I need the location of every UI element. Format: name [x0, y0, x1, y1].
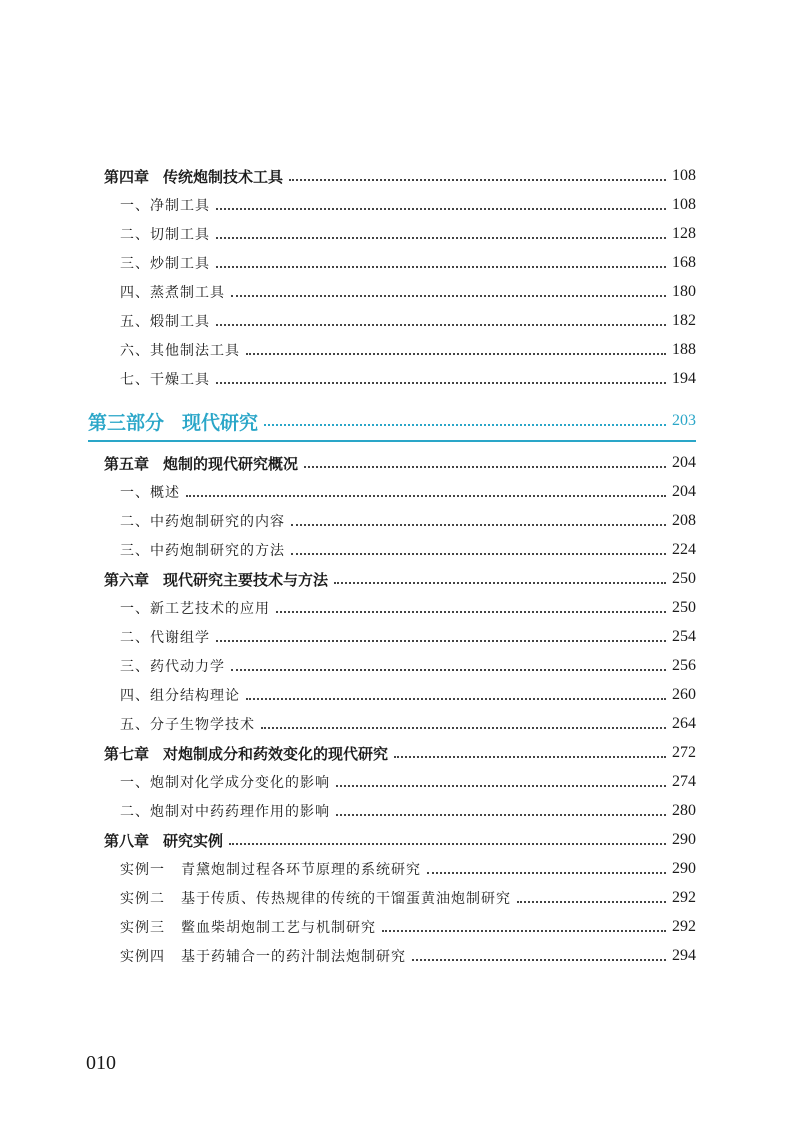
page-number: 292 — [672, 918, 696, 935]
dot-leader — [216, 207, 666, 210]
dot-leader — [229, 842, 666, 845]
toc-item[interactable] — [120, 712, 696, 736]
item-label: 三、药代动力学 — [120, 659, 225, 675]
page-number: 203 — [672, 412, 696, 429]
toc-part-3[interactable] — [88, 407, 696, 435]
toc-item[interactable] — [120, 799, 696, 823]
item-label: 六、其他制法工具 — [120, 343, 240, 359]
dot-leader — [412, 958, 666, 961]
dot-leader — [186, 494, 666, 497]
page-number: 290 — [672, 831, 696, 848]
item-label: 三、炒制工具 — [120, 256, 210, 272]
page-number: 108 — [672, 196, 696, 213]
toc-item[interactable] — [120, 770, 696, 794]
toc-item[interactable] — [120, 654, 696, 678]
item-label: 四、组分结构理论 — [120, 688, 240, 704]
item-label: 二、切制工具 — [120, 227, 210, 243]
dot-leader — [231, 668, 666, 671]
page-number: 204 — [672, 483, 696, 500]
page-number: 224 — [672, 541, 696, 558]
item-label: 七、干燥工具 — [120, 372, 210, 388]
dot-leader — [336, 813, 666, 816]
dot-leader — [291, 552, 666, 555]
page-number: 250 — [672, 599, 696, 616]
dot-leader — [264, 423, 666, 426]
item-label: 三、中药炮制研究的方法 — [120, 543, 285, 559]
item-label: 二、炮制对中药药理作用的影响 — [120, 804, 330, 820]
toc-item[interactable] — [120, 367, 696, 391]
item-label: 一、概述 — [120, 485, 180, 501]
toc-item[interactable] — [120, 251, 696, 275]
chapter-label: 第七章 对炮制成分和药效变化的现代研究 — [104, 744, 389, 763]
toc-item[interactable] — [120, 480, 696, 504]
page-number: 272 — [672, 744, 696, 761]
toc-item[interactable] — [120, 309, 696, 333]
page-number: 290 — [672, 860, 696, 877]
page-number: 204 — [672, 454, 696, 471]
item-label: 五、煅制工具 — [120, 314, 210, 330]
page-number: 208 — [672, 512, 696, 529]
toc-example[interactable] — [120, 915, 696, 939]
toc-item[interactable] — [120, 222, 696, 246]
dot-leader — [216, 265, 666, 268]
dot-leader — [291, 523, 666, 526]
toc-chapter-5[interactable] — [104, 451, 696, 475]
toc-chapter-4[interactable] — [104, 164, 696, 188]
page-number: 280 — [672, 802, 696, 819]
toc-item[interactable] — [120, 683, 696, 707]
dot-leader — [336, 784, 666, 787]
toc-item[interactable] — [120, 625, 696, 649]
page-number: 256 — [672, 657, 696, 674]
example-label: 实例二 基于传质、传热规律的传统的干馏蛋黄油炮制研究 — [120, 891, 511, 907]
chapter-label: 第五章 炮制的现代研究概况 — [104, 454, 299, 473]
dot-leader — [334, 581, 666, 584]
item-label: 二、代谢组学 — [120, 630, 210, 646]
toc-item[interactable] — [120, 338, 696, 362]
page-number: 180 — [672, 283, 696, 300]
dot-leader — [382, 929, 666, 932]
example-label: 实例四 基于药辅合一的药汁制法炮制研究 — [120, 949, 406, 965]
dot-leader — [216, 236, 666, 239]
dot-leader — [427, 871, 666, 874]
part-label: 第三部分 现代研究 — [88, 411, 259, 434]
toc-item[interactable] — [120, 538, 696, 562]
page-number: 182 — [672, 312, 696, 329]
toc-chapter-8[interactable] — [104, 828, 696, 852]
item-label: 二、中药炮制研究的内容 — [120, 514, 285, 530]
toc-item[interactable] — [120, 509, 696, 533]
toc-item[interactable] — [120, 596, 696, 620]
page-number: 188 — [672, 341, 696, 358]
dot-leader — [289, 178, 666, 181]
example-label: 实例一 青黛炮制过程各环节原理的系统研究 — [120, 862, 421, 878]
page-number: 194 — [672, 370, 696, 387]
toc-item[interactable] — [120, 193, 696, 217]
page-number: 292 — [672, 889, 696, 906]
toc-chapter-7[interactable] — [104, 741, 696, 765]
dot-leader — [216, 381, 666, 384]
page-number: 254 — [672, 628, 696, 645]
example-label: 实例三 鳖血柴胡炮制工艺与机制研究 — [120, 920, 376, 936]
dot-leader — [216, 323, 666, 326]
chapter-label: 第八章 研究实例 — [104, 831, 224, 850]
chapter-label: 第六章 现代研究主要技术与方法 — [104, 570, 329, 589]
dot-leader — [304, 465, 666, 468]
toc-chapter-6[interactable] — [104, 567, 696, 591]
item-label: 一、净制工具 — [120, 198, 210, 214]
item-label: 五、分子生物学技术 — [120, 717, 255, 733]
toc-example[interactable] — [120, 857, 696, 881]
page-number: 128 — [672, 225, 696, 242]
chapter-label: 第四章 传统炮制技术工具 — [104, 167, 284, 186]
page-number: 168 — [672, 254, 696, 271]
toc-example[interactable] — [120, 944, 696, 968]
item-label: 一、新工艺技术的应用 — [120, 601, 270, 617]
dot-leader — [517, 900, 666, 903]
toc-item[interactable] — [120, 280, 696, 304]
page-number: 250 — [672, 570, 696, 587]
dot-leader — [246, 697, 666, 700]
dot-leader — [231, 294, 666, 297]
dot-leader — [394, 755, 666, 758]
part-divider-line — [88, 440, 696, 442]
page-number: 294 — [672, 947, 696, 964]
item-label: 一、炮制对化学成分变化的影响 — [120, 775, 330, 791]
page-number: 264 — [672, 715, 696, 732]
dot-leader — [216, 639, 666, 642]
page-number: 260 — [672, 686, 696, 703]
dot-leader — [261, 726, 666, 729]
page-folio: 010 — [86, 1052, 116, 1074]
dot-leader — [276, 610, 666, 613]
toc-example[interactable] — [120, 886, 696, 910]
page-number: 108 — [672, 167, 696, 184]
page-number: 274 — [672, 773, 696, 790]
item-label: 四、蒸煮制工具 — [120, 285, 225, 301]
dot-leader — [246, 352, 666, 355]
